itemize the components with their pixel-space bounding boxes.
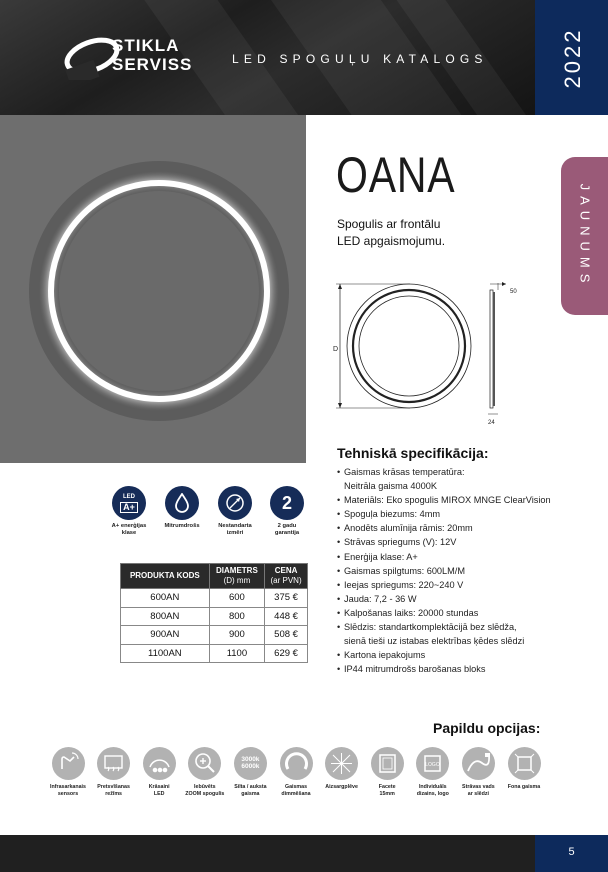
table-row [121, 589, 308, 608]
product-photo [0, 115, 306, 463]
option-item [316, 747, 368, 791]
option-label: Gaismas dimmēšana [281, 784, 311, 797]
power-cord-icon [462, 747, 495, 780]
header-banner [0, 0, 535, 115]
option-item [270, 747, 322, 797]
table-cell: 508 € [265, 626, 308, 645]
product-subtitle [337, 216, 445, 250]
spec-item: • Kartona iepakojums [337, 648, 577, 662]
option-label: Pretsvīšanas režīms [97, 784, 130, 797]
subtitle-line2: LED apgaismojumu. [337, 234, 446, 248]
option-item [133, 747, 185, 797]
spec-item: • Spoguļa biezums: 4mm [337, 507, 577, 521]
shatterproof-icon [325, 747, 358, 780]
table-cell: 600 [209, 589, 264, 608]
dimming-icon [280, 747, 313, 780]
feature-custom-size-label: Nestandarta [218, 523, 252, 529]
table-cell: 800AN [121, 607, 210, 626]
spec-item: • Anodēts alumīnija rāmis: 20mm [337, 521, 577, 535]
table-header-price: CENA (ar PVN) [265, 564, 308, 589]
option-item [179, 747, 231, 797]
product-title: OANA [336, 147, 456, 203]
feature-custom-size: Nestandarta izmēri [216, 486, 254, 537]
option-item [407, 747, 459, 797]
table-cell: 1100AN [121, 644, 210, 663]
price-table [120, 563, 308, 663]
feature-energy: LED A+ A+ enerģijas klase [110, 486, 148, 537]
table-row [121, 607, 308, 626]
catalog-title: LED SPOGUĻU KATALOGS [232, 52, 488, 66]
spec-item: • IP44 mitrumdrošs barošanas bloks [337, 662, 577, 676]
table-row [121, 644, 308, 663]
option-label: Fona gaisma [507, 784, 541, 790]
table-header-code: PRODUKTA KODS [121, 564, 210, 589]
page-number-box [535, 835, 608, 872]
spec-item: • Gaismas spilgtums: 600LM/M [337, 564, 577, 578]
table-cell: 600AN [121, 589, 210, 608]
option-item [88, 747, 140, 797]
brand-name-line1: STIKLA [112, 36, 180, 55]
spec-item: • Gaismas krāsas temperatūra: [337, 465, 577, 479]
option-label: Iebūvēts ZOOM spogulis [185, 784, 225, 797]
spec-item: • Jauda: 7,2 - 36 W [337, 592, 577, 606]
option-item [224, 747, 276, 797]
table-cell: 900AN [121, 626, 210, 645]
option-label: Silta / auksta gaisma [234, 784, 267, 797]
option-item [361, 747, 413, 797]
drawing-label-50: 50 [510, 289, 517, 295]
spec-item: • Kalpošanas laiks: 20000 stundas [337, 606, 577, 620]
option-label: Aizsargplēve [325, 784, 358, 790]
new-badge-label: JAUNUMS [577, 183, 592, 289]
feature-icons [110, 486, 310, 546]
color-led-icon [143, 747, 176, 780]
svg-text:LOGO: LOGO [425, 762, 441, 768]
drawing-label-d: D [333, 346, 339, 353]
feature-warranty: 2 2 gadu garantija [268, 486, 306, 537]
option-label: Strāvas vads ar slēdzi [462, 784, 495, 797]
feature-energy-label: A+ enerģijas [111, 523, 147, 529]
warm-cold-light-icon: 3000k 6000k [234, 747, 267, 780]
led-energy-icon: LED A+ [112, 486, 146, 520]
new-badge [561, 157, 608, 315]
option-item [42, 747, 94, 797]
feature-moisture-label: Mitrumdrošs [164, 523, 200, 529]
spec-item: • Strāvas spriegums (V): 12V [337, 535, 577, 549]
subtitle-line1: Spogulis ar frontālu [337, 217, 441, 231]
option-label: Krāsaini LED [148, 784, 170, 797]
option-label: Infrasarkanais sensors [50, 784, 86, 797]
page-number: 5 [568, 846, 575, 858]
feature-warranty-label: 2 gadu [277, 523, 297, 529]
specs-list [337, 465, 577, 676]
specs-title: Tehniskā specifikācija: [337, 445, 489, 461]
custom-design-icon [416, 747, 449, 780]
infrared-hand-icon [52, 747, 85, 780]
zoom-mirror-icon [188, 747, 221, 780]
spec-item: • Ieejas spriegums: 220~240 V [337, 578, 577, 592]
spec-item: • Enerģija klase: A+ [337, 550, 577, 564]
footer-bar [0, 835, 535, 872]
brand-logo [62, 30, 202, 90]
feature-moisture [163, 486, 201, 530]
warranty-icon: 2 [270, 486, 304, 520]
table-cell: 448 € [265, 607, 308, 626]
spec-item: • Materiāls: Eko spogulis MIROX MNGE ClearVision [337, 493, 577, 507]
table-cell: 1100 [209, 644, 264, 663]
anti-fog-icon [97, 747, 130, 780]
table-header-diameter: DIAMETRS (D) mm [209, 564, 264, 589]
facet-icon [371, 747, 404, 780]
table-cell: 800 [209, 607, 264, 626]
technical-drawing [330, 278, 530, 430]
drawing-label-24: 24 [488, 420, 495, 426]
options-title: Papildu opcijas: [433, 720, 541, 736]
option-label: Individuāls dizains, logo [416, 784, 449, 797]
option-item [452, 747, 504, 797]
custom-size-icon [218, 486, 252, 520]
brand-name-line2: SERVISS [112, 55, 193, 74]
spec-item: • Slēdzis: standartkomplektācijā bez slēdža, [337, 620, 577, 634]
table-cell: 900 [209, 626, 264, 645]
table-row [121, 626, 308, 645]
table-cell: 375 € [265, 589, 308, 608]
catalog-year: 2022 [560, 27, 585, 89]
water-drop-icon [165, 486, 199, 520]
option-label: Facete 15mm [378, 784, 396, 797]
option-item [498, 747, 550, 791]
spec-item: Neitrāla gaisma 4000K [344, 481, 437, 492]
back-light-icon [508, 747, 541, 780]
spec-item: sienā tieši uz istabas elektrības ķēdes slēdzi [344, 636, 525, 647]
table-cell: 629 € [265, 644, 308, 663]
